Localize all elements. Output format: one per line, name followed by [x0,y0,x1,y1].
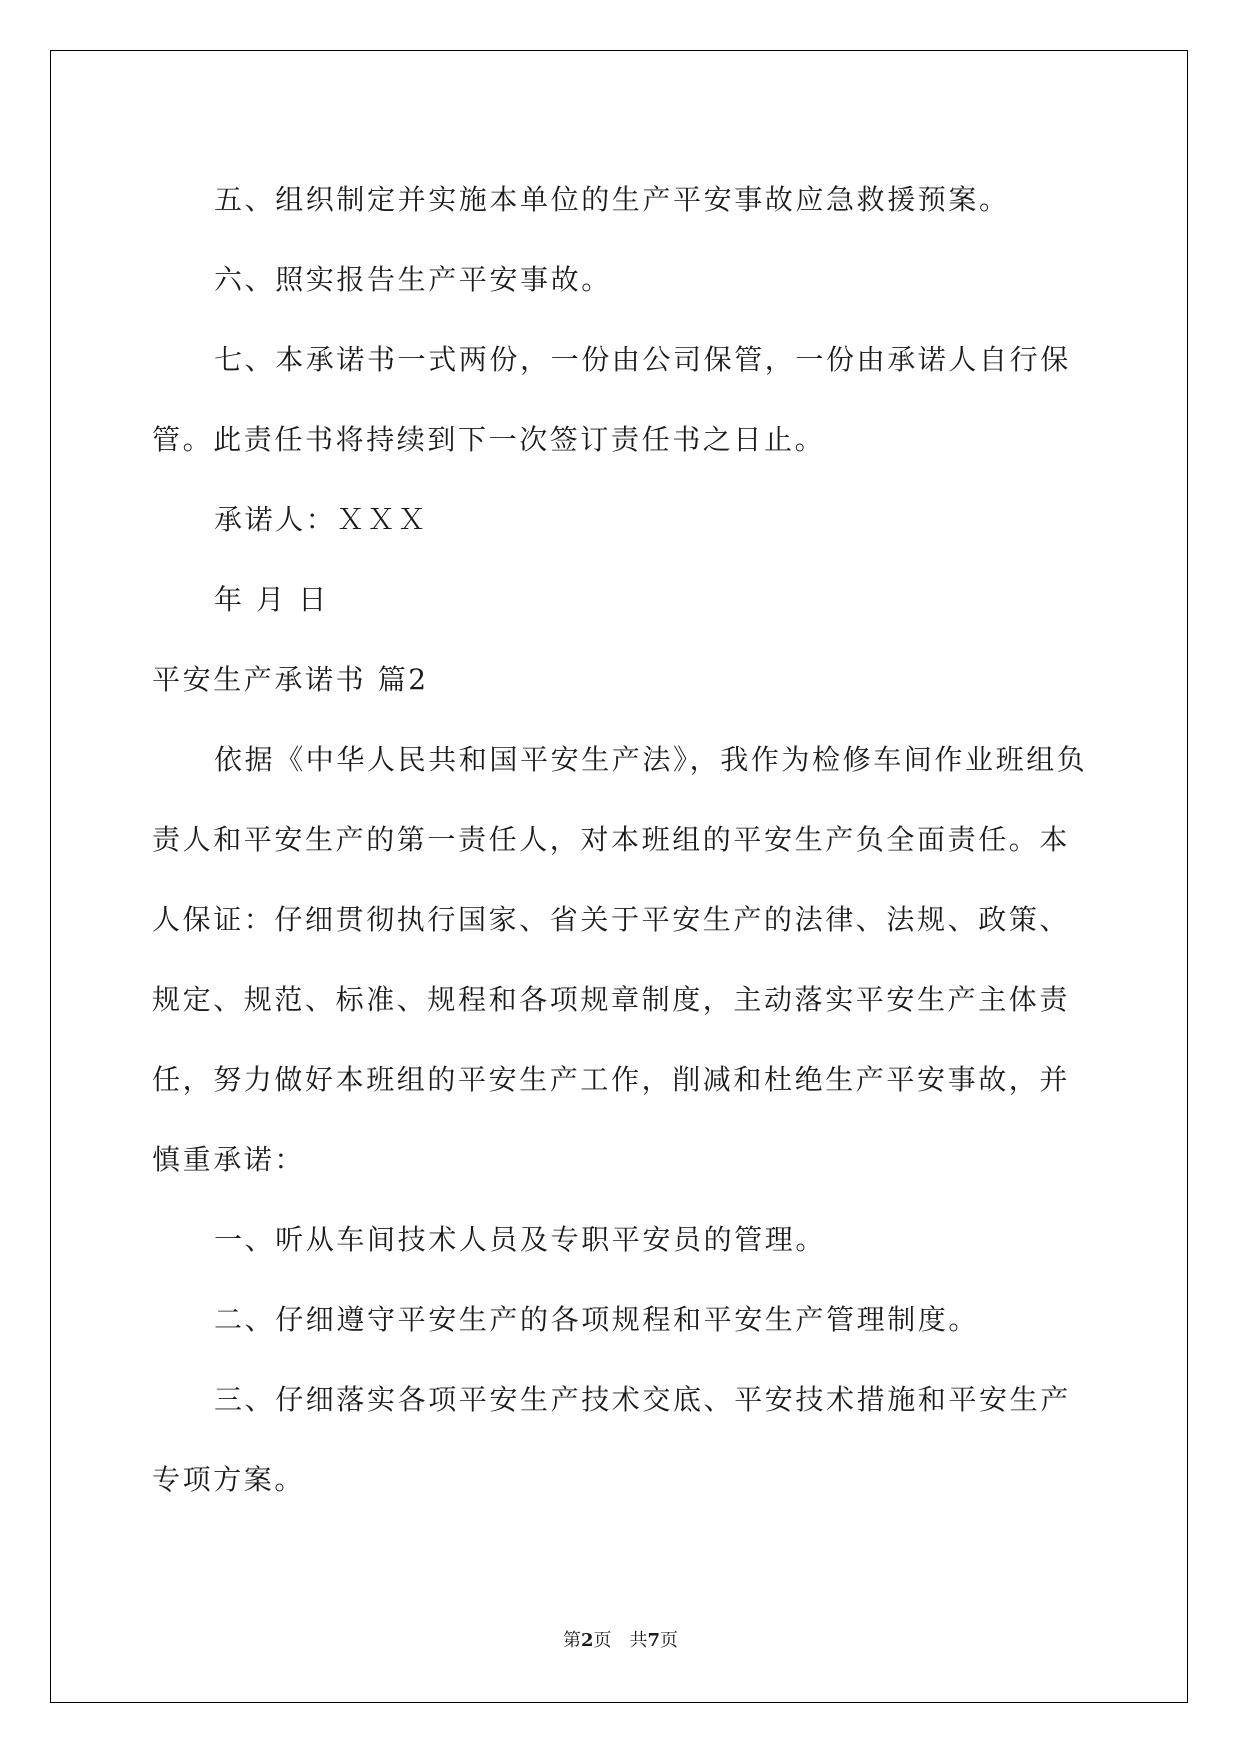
paragraph-line: 三、仔细落实各项平安生产技术交底、平安技术措施和平安生产 [214,1383,1071,1416]
paragraph-line: 规定、规范、标准、规程和各项规章制度，主动落实平安生产主体责 [152,983,1071,1016]
signatory-line: 承诺人：ＸＸＸ [214,503,429,536]
paragraph-line: 管。此责任书将持续到下一次签订责任书之日止。 [152,423,826,456]
paragraph-line: 一、听从车间技术人员及专职平安员的管理。 [214,1223,827,1256]
total-unit: 页 [660,1630,679,1651]
paragraph-line: 六、照实报告生产平安事故。 [214,263,612,296]
total-page-number: 7 [647,1630,661,1651]
paragraph-line: 五、组织制定并实施本单位的生产平安事故应急救援预案。 [214,183,1010,216]
paragraph-line: 二、仔细遵守平安生产的各项规程和平安生产管理制度。 [214,1303,980,1336]
date-line: 年 月 日 [214,583,329,616]
paragraph-line: 人保证：仔细贯彻执行国家、省关于平安生产的法律、法规、政策、 [152,903,1071,936]
page-prefix: 第 [562,1630,581,1651]
page-footer [0,1626,1241,1652]
document-body [152,160,1088,1520]
paragraph-line: 责人和平安生产的第一责任人，对本班组的平安生产负全面责任。本 [152,823,1071,856]
current-page-number: 2 [580,1630,594,1651]
paragraph-line: 专项方案。 [152,1463,306,1496]
paragraph-line: 七、本承诺书一式两份，一份由公司保管，一份由承诺人自行保 [214,343,1071,376]
section-heading: 平安生产承诺书 篇2 [152,663,429,696]
page-unit: 页 [593,1630,612,1651]
paragraph-line: 任，努力做好本班组的平安生产工作，削减和杜绝生产平安事故，并 [152,1063,1071,1096]
total-prefix: 共 [629,1630,648,1651]
paragraph-line: 依据《中华人民共和国平安生产法》，我作为检修车间作业班组负 [214,743,1088,776]
paragraph-line: 慎重承诺： [152,1143,306,1176]
